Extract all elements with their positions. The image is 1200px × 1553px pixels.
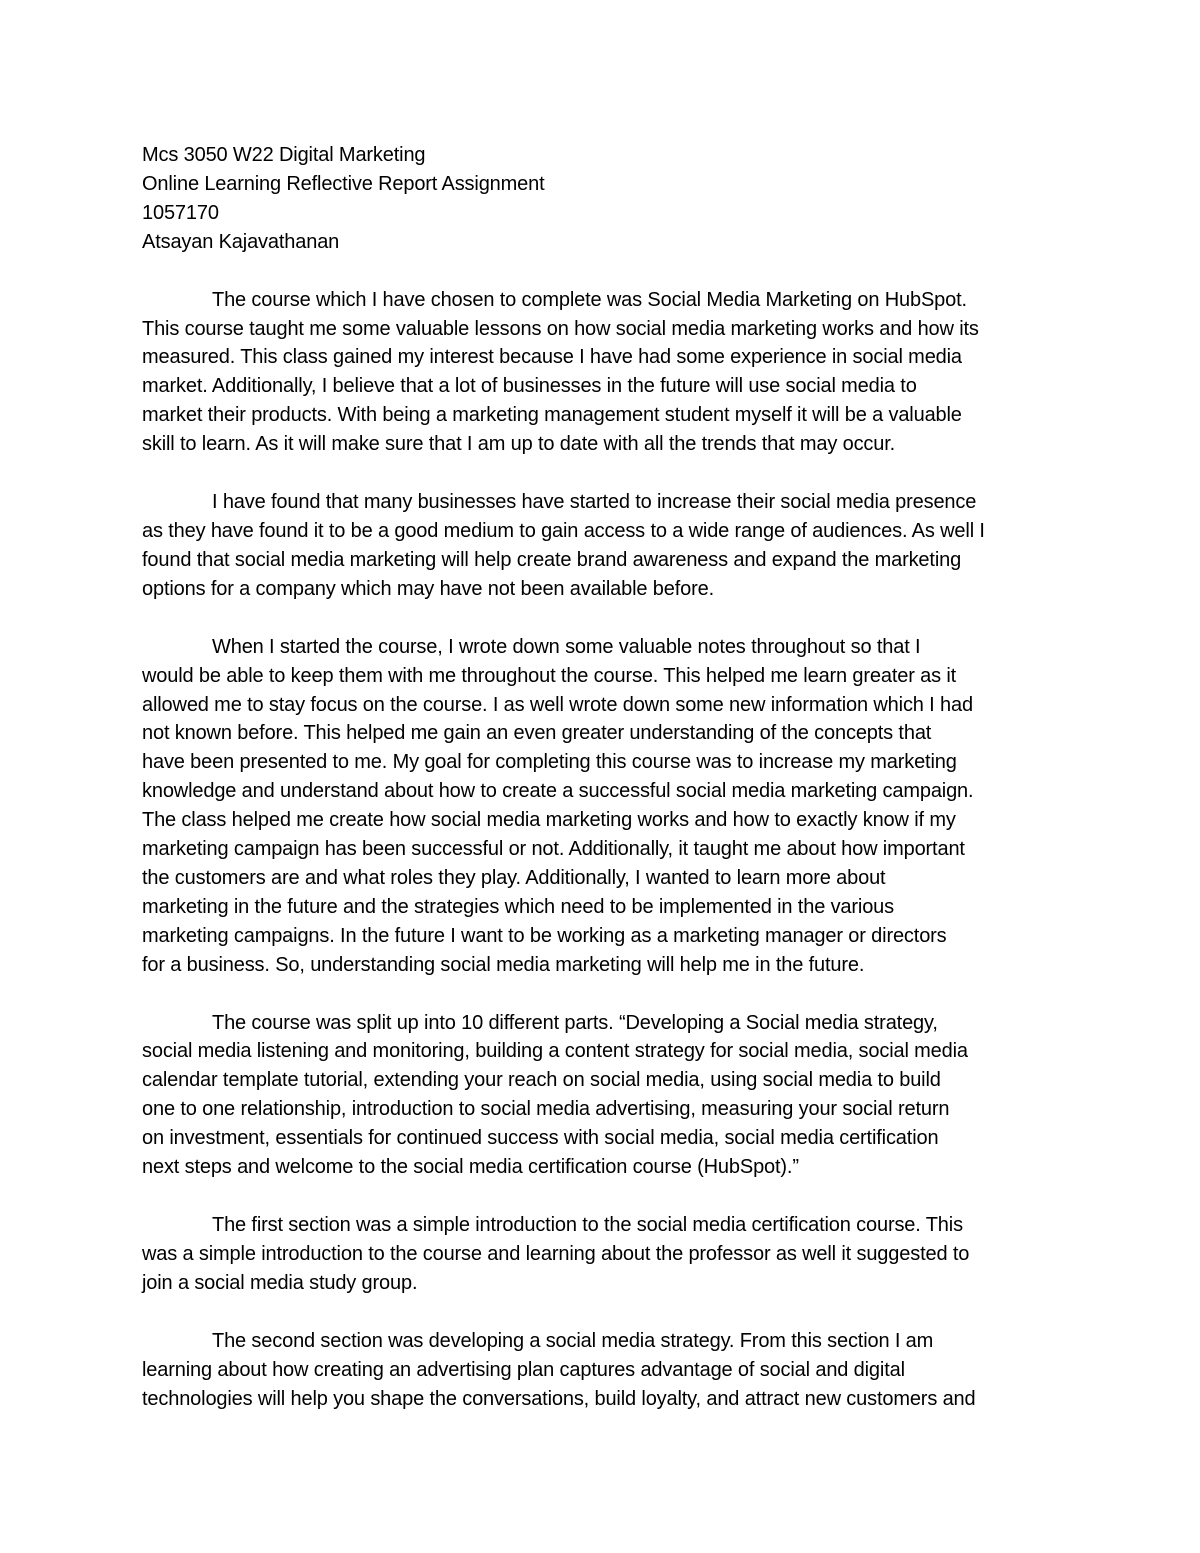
student-id: 1057170 [142,201,219,224]
paragraph-line: for a business. So, understanding social media marketing will help me in the future. [142,953,865,976]
paragraph-line: allowed me to stay focus on the course. I as well wrote down some new information which I had [142,693,973,716]
paragraph-line: would be able to keep them with me throughout the course. This helped me learn greater as it [142,664,957,687]
paragraph-line: marketing in the future and the strategies which need to be implemented in the various [142,895,894,918]
document-body [142,141,1067,1442]
paragraph-line: was a simple introduction to the course and learning about the professor as well it suggested to [142,1242,970,1265]
paragraph-line: as they have found it to be a good medium to gain access to a wide range of audiences. As well I [142,519,985,542]
paragraph-line: join a social media study group. [142,1271,418,1294]
assignment-title: Online Learning Reflective Report Assignment [142,172,545,195]
paragraph-line: I have found that many businesses have started to increase their social media presence [212,491,977,514]
paragraph-business-presence [142,488,1067,604]
paragraph-line: not known before. This helped me gain an even greater understanding of the concepts that [142,722,932,745]
paragraph-course-parts [142,1009,1067,1182]
paragraph-line: The course which I have chosen to complete was Social Media Marketing on HubSpot. [212,288,967,311]
paragraph-line: knowledge and understand about how to create a successful social media marketing campaign. [142,780,974,803]
paragraph-line: The second section was developing a social media strategy. From this section I am [212,1329,934,1352]
course-title: Mcs 3050 W22 Digital Marketing [142,144,426,166]
document-header [142,141,1067,257]
paragraph-line: The course was split up into 10 different parts. “Developing a Social media strategy, [212,1011,938,1034]
paragraph-line: found that social media marketing will help create brand awareness and expand the marketing [142,548,962,571]
author-name: Atsayan Kajavathanan [142,230,340,253]
paragraph-line: market their products. With being a marketing management student myself it will be a valuable [142,404,962,427]
paragraph-second-section [142,1327,1067,1414]
paragraph-line: social media listening and monitoring, building a content strategy for social media, social media [142,1040,968,1063]
paragraph-line: on investment, essentials for continued success with social media, social media certification [142,1127,939,1150]
paragraph-line: calendar template tutorial, extending your reach on social media, using social media to build [142,1069,941,1092]
paragraph-line: marketing campaign has been successful or not. Additionally, it taught me about how important [142,838,965,861]
paragraph-line: The first section was a simple introduction to the social media certification course. This [212,1214,963,1236]
paragraph-line: next steps and welcome to the social media certification course (HubSpot).” [142,1156,799,1179]
paragraph-line: the customers are and what roles they play. Additionally, I wanted to learn more about [142,866,886,889]
paragraph-line: technologies will help you shape the conversations, build loyalty, and attract new customers and [142,1387,976,1410]
paragraph-line: have been presented to me. My goal for completing this course was to increase my marketing [142,751,957,774]
paragraph-line: one to one relationship, introduction to social media advertising, measuring your social return [142,1098,950,1121]
paragraph-line: The class helped me create how social media marketing works and how to exactly know if my [142,809,956,832]
paragraph-line: This course taught me some valuable lessons on how social media marketing works and how its [142,317,979,340]
paragraph-line: measured. This class gained my interest because I have had some experience in social media [142,346,962,369]
paragraph-line: options for a company which may have not been available before. [142,577,715,600]
paragraph-learning-notes [142,633,1067,980]
paragraph-line: marketing campaigns. In the future I want to be working as a marketing manager or directors [142,924,947,947]
paragraph-line: market. Additionally, I believe that a lot of businesses in the future will use social media to [142,375,917,398]
paragraph-course-choice [142,286,1067,459]
paragraph-first-section [142,1211,1067,1298]
paragraph-line: skill to learn. As it will make sure that I am up to date with all the trends that may occur. [142,433,896,456]
paragraph-line: learning about how creating an advertising plan captures advantage of social and digital [142,1358,905,1381]
paragraph-line: When I started the course, I wrote down some valuable notes throughout so that I [212,635,921,658]
